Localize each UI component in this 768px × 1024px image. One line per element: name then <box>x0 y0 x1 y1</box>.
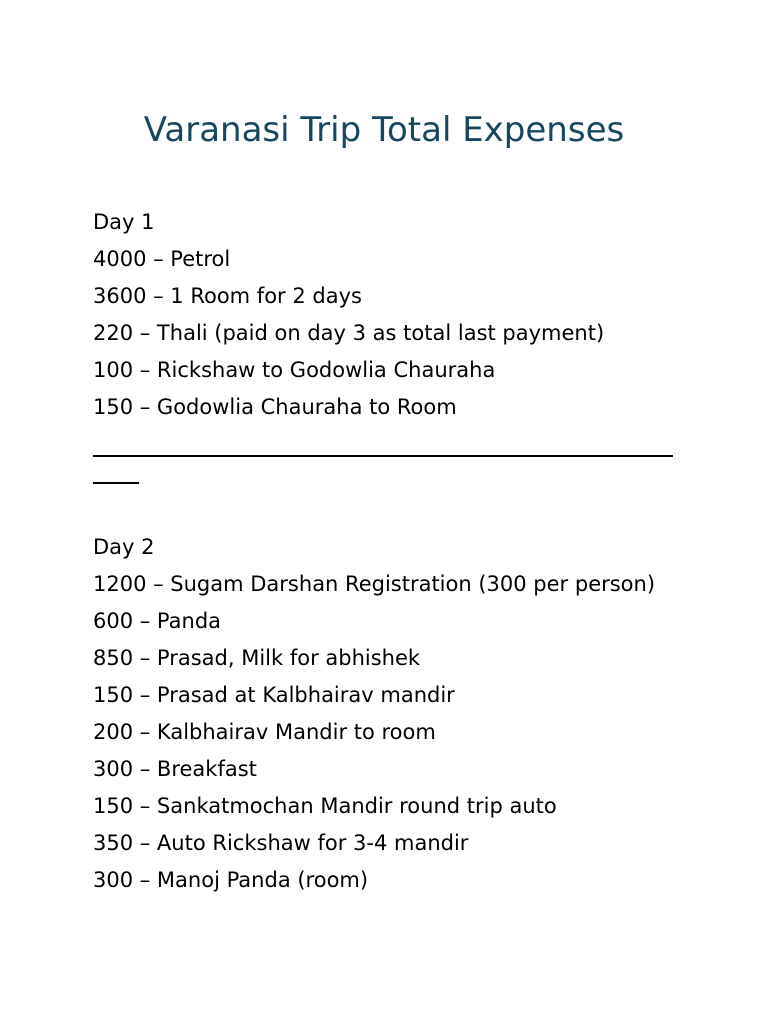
expense-line: 150 – Sankatmochan Mandir round trip auto <box>93 794 557 818</box>
expense-line: 200 – Kalbhairav Mandir to room <box>93 720 436 744</box>
day-1-heading: Day 1 <box>93 210 155 234</box>
document-title: Varanasi Trip Total Expenses <box>143 110 625 150</box>
expense-line: 4000 – Petrol <box>93 247 231 271</box>
expense-line: 300 – Breakfast <box>93 757 257 781</box>
expense-line: 600 – Panda <box>93 609 222 633</box>
expense-line: 220 – Thali (paid on day 3 as total last payment) <box>93 321 605 345</box>
day-2-section <box>93 533 683 903</box>
expense-line: 300 – Manoj Panda (room) <box>93 868 369 892</box>
expense-line: 150 – Prasad at Kalbhairav mandir <box>93 683 455 707</box>
expense-line: 3600 – 1 Room for 2 days <box>93 284 362 308</box>
expense-line: 150 – Godowlia Chauraha to Room <box>93 395 457 419</box>
day-2-heading: Day 2 <box>93 535 155 559</box>
expense-line: 1200 – Sugam Darshan Registration (300 per person) <box>93 572 656 596</box>
section-divider-tail <box>93 482 139 484</box>
section-divider <box>93 455 673 457</box>
expense-line: 100 – Rickshaw to Godowlia Chauraha <box>93 358 496 382</box>
expense-line: 350 – Auto Rickshaw for 3-4 mandir <box>93 831 469 855</box>
day-1-section <box>93 208 683 430</box>
expense-line: 850 – Prasad, Milk for abhishek <box>93 646 421 670</box>
